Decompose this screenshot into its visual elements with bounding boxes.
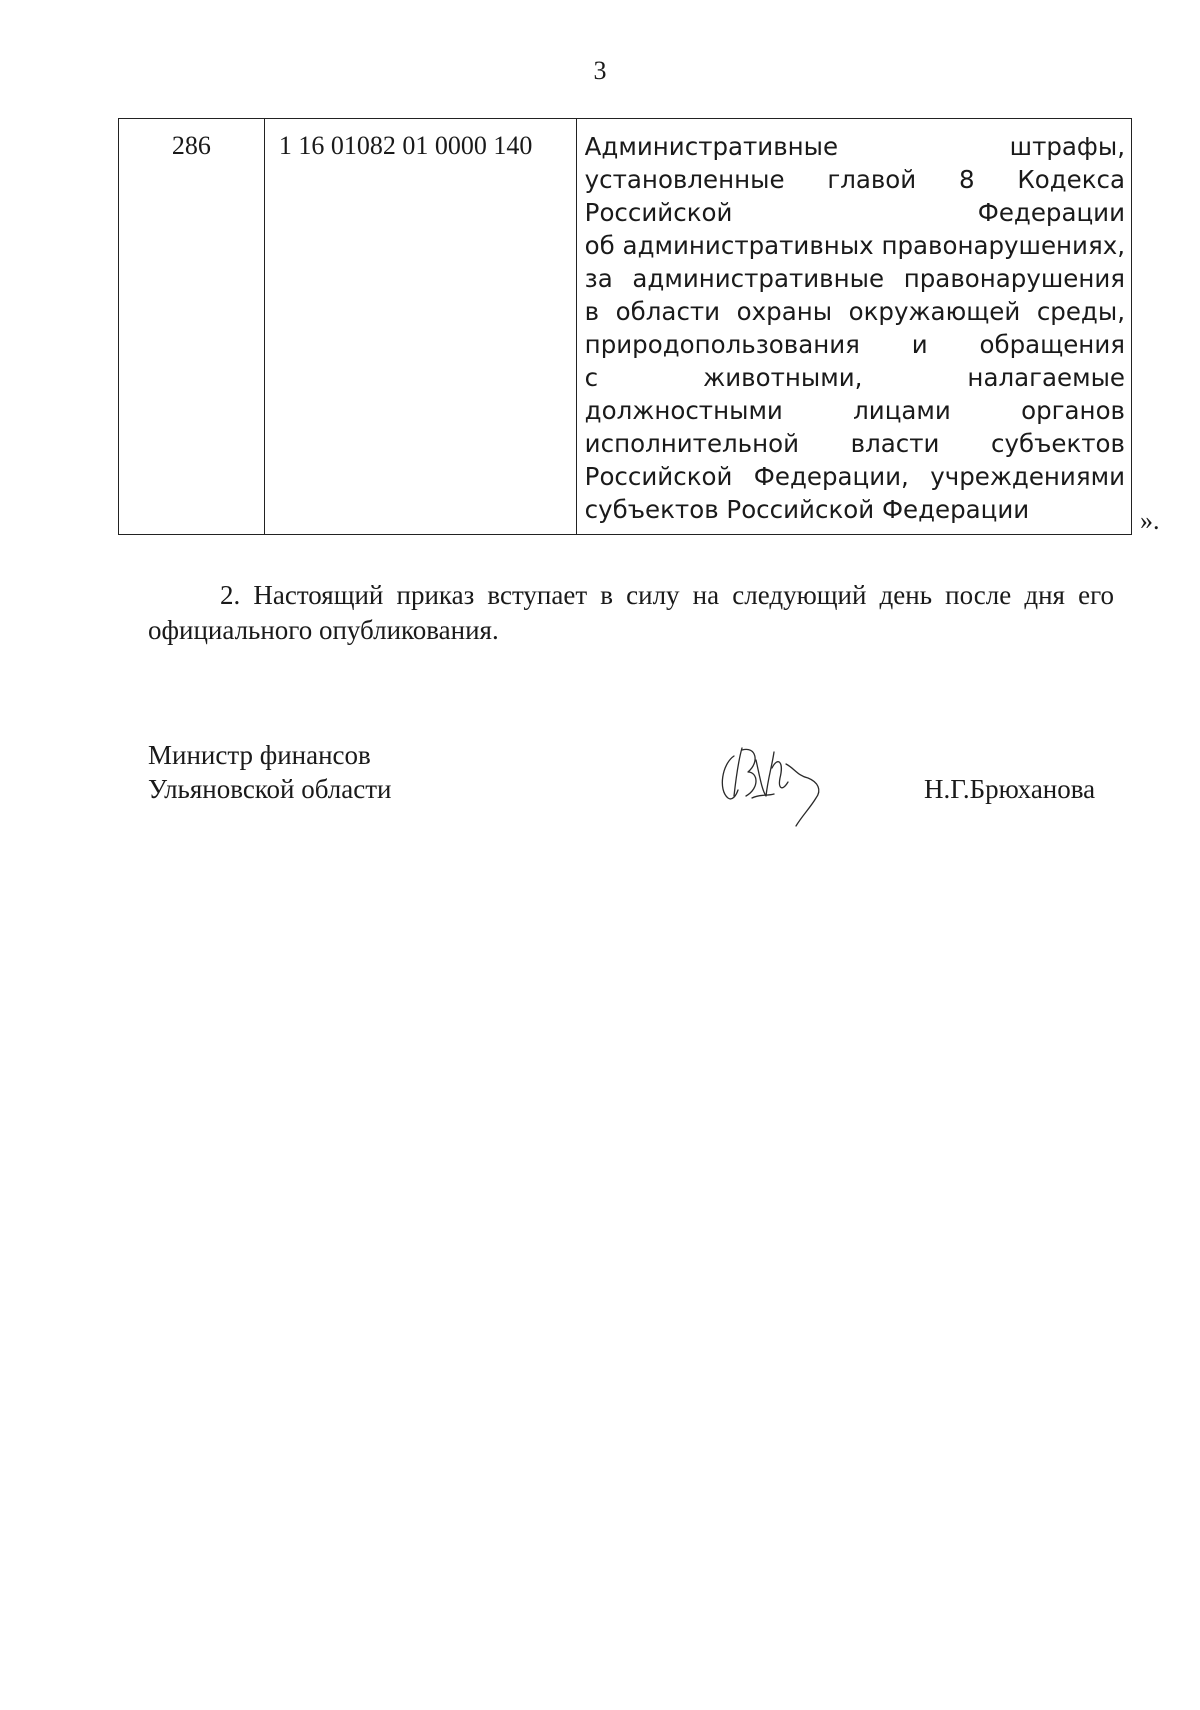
- signer-position-line: Ульяновской области: [148, 774, 392, 804]
- page-number: 3: [593, 56, 607, 85]
- description-line: в области охраны окружающей среды,: [584, 297, 1125, 326]
- signer-position: [148, 738, 392, 806]
- description-line: с животными, налагаемые: [584, 363, 1125, 392]
- budget-classification-table: [118, 118, 1132, 535]
- paragraph-line: официального опубликования.: [148, 615, 499, 645]
- row-number-cell: 286: [119, 119, 265, 535]
- description-line: установленные главой 8 Кодекса: [584, 165, 1125, 194]
- description-line: Административные штрафы,: [584, 132, 1125, 161]
- description-line: природопользования и обращения: [584, 330, 1125, 359]
- description-line: Российской Федерации: [584, 198, 1125, 227]
- description-line: об административных правонарушениях,: [584, 231, 1125, 260]
- row-code-cell: 1 16 01082 01 0000 140: [264, 119, 576, 535]
- table-row: [119, 119, 1132, 535]
- signer-name: Н.Г.Брюханова: [924, 774, 1096, 804]
- description-line: должностными лицами органов: [584, 396, 1125, 425]
- handwritten-signature: [712, 738, 842, 838]
- paragraph-effective-date: [148, 578, 1114, 648]
- description-line: исполнительной власти субъектов: [584, 429, 1125, 458]
- closing-quote: ».: [1140, 506, 1160, 535]
- signer-position-line: Министр финансов: [148, 740, 371, 770]
- description-line: Российской Федерации, учреждениями: [584, 462, 1125, 491]
- paragraph-line: 2. Настоящий приказ вступает в силу на следующий день после дня его: [220, 580, 1114, 610]
- description-line: за административные правонарушения: [584, 264, 1125, 293]
- description-line: субъектов Российской Федерации: [584, 495, 1030, 524]
- row-description-cell: [576, 119, 1131, 535]
